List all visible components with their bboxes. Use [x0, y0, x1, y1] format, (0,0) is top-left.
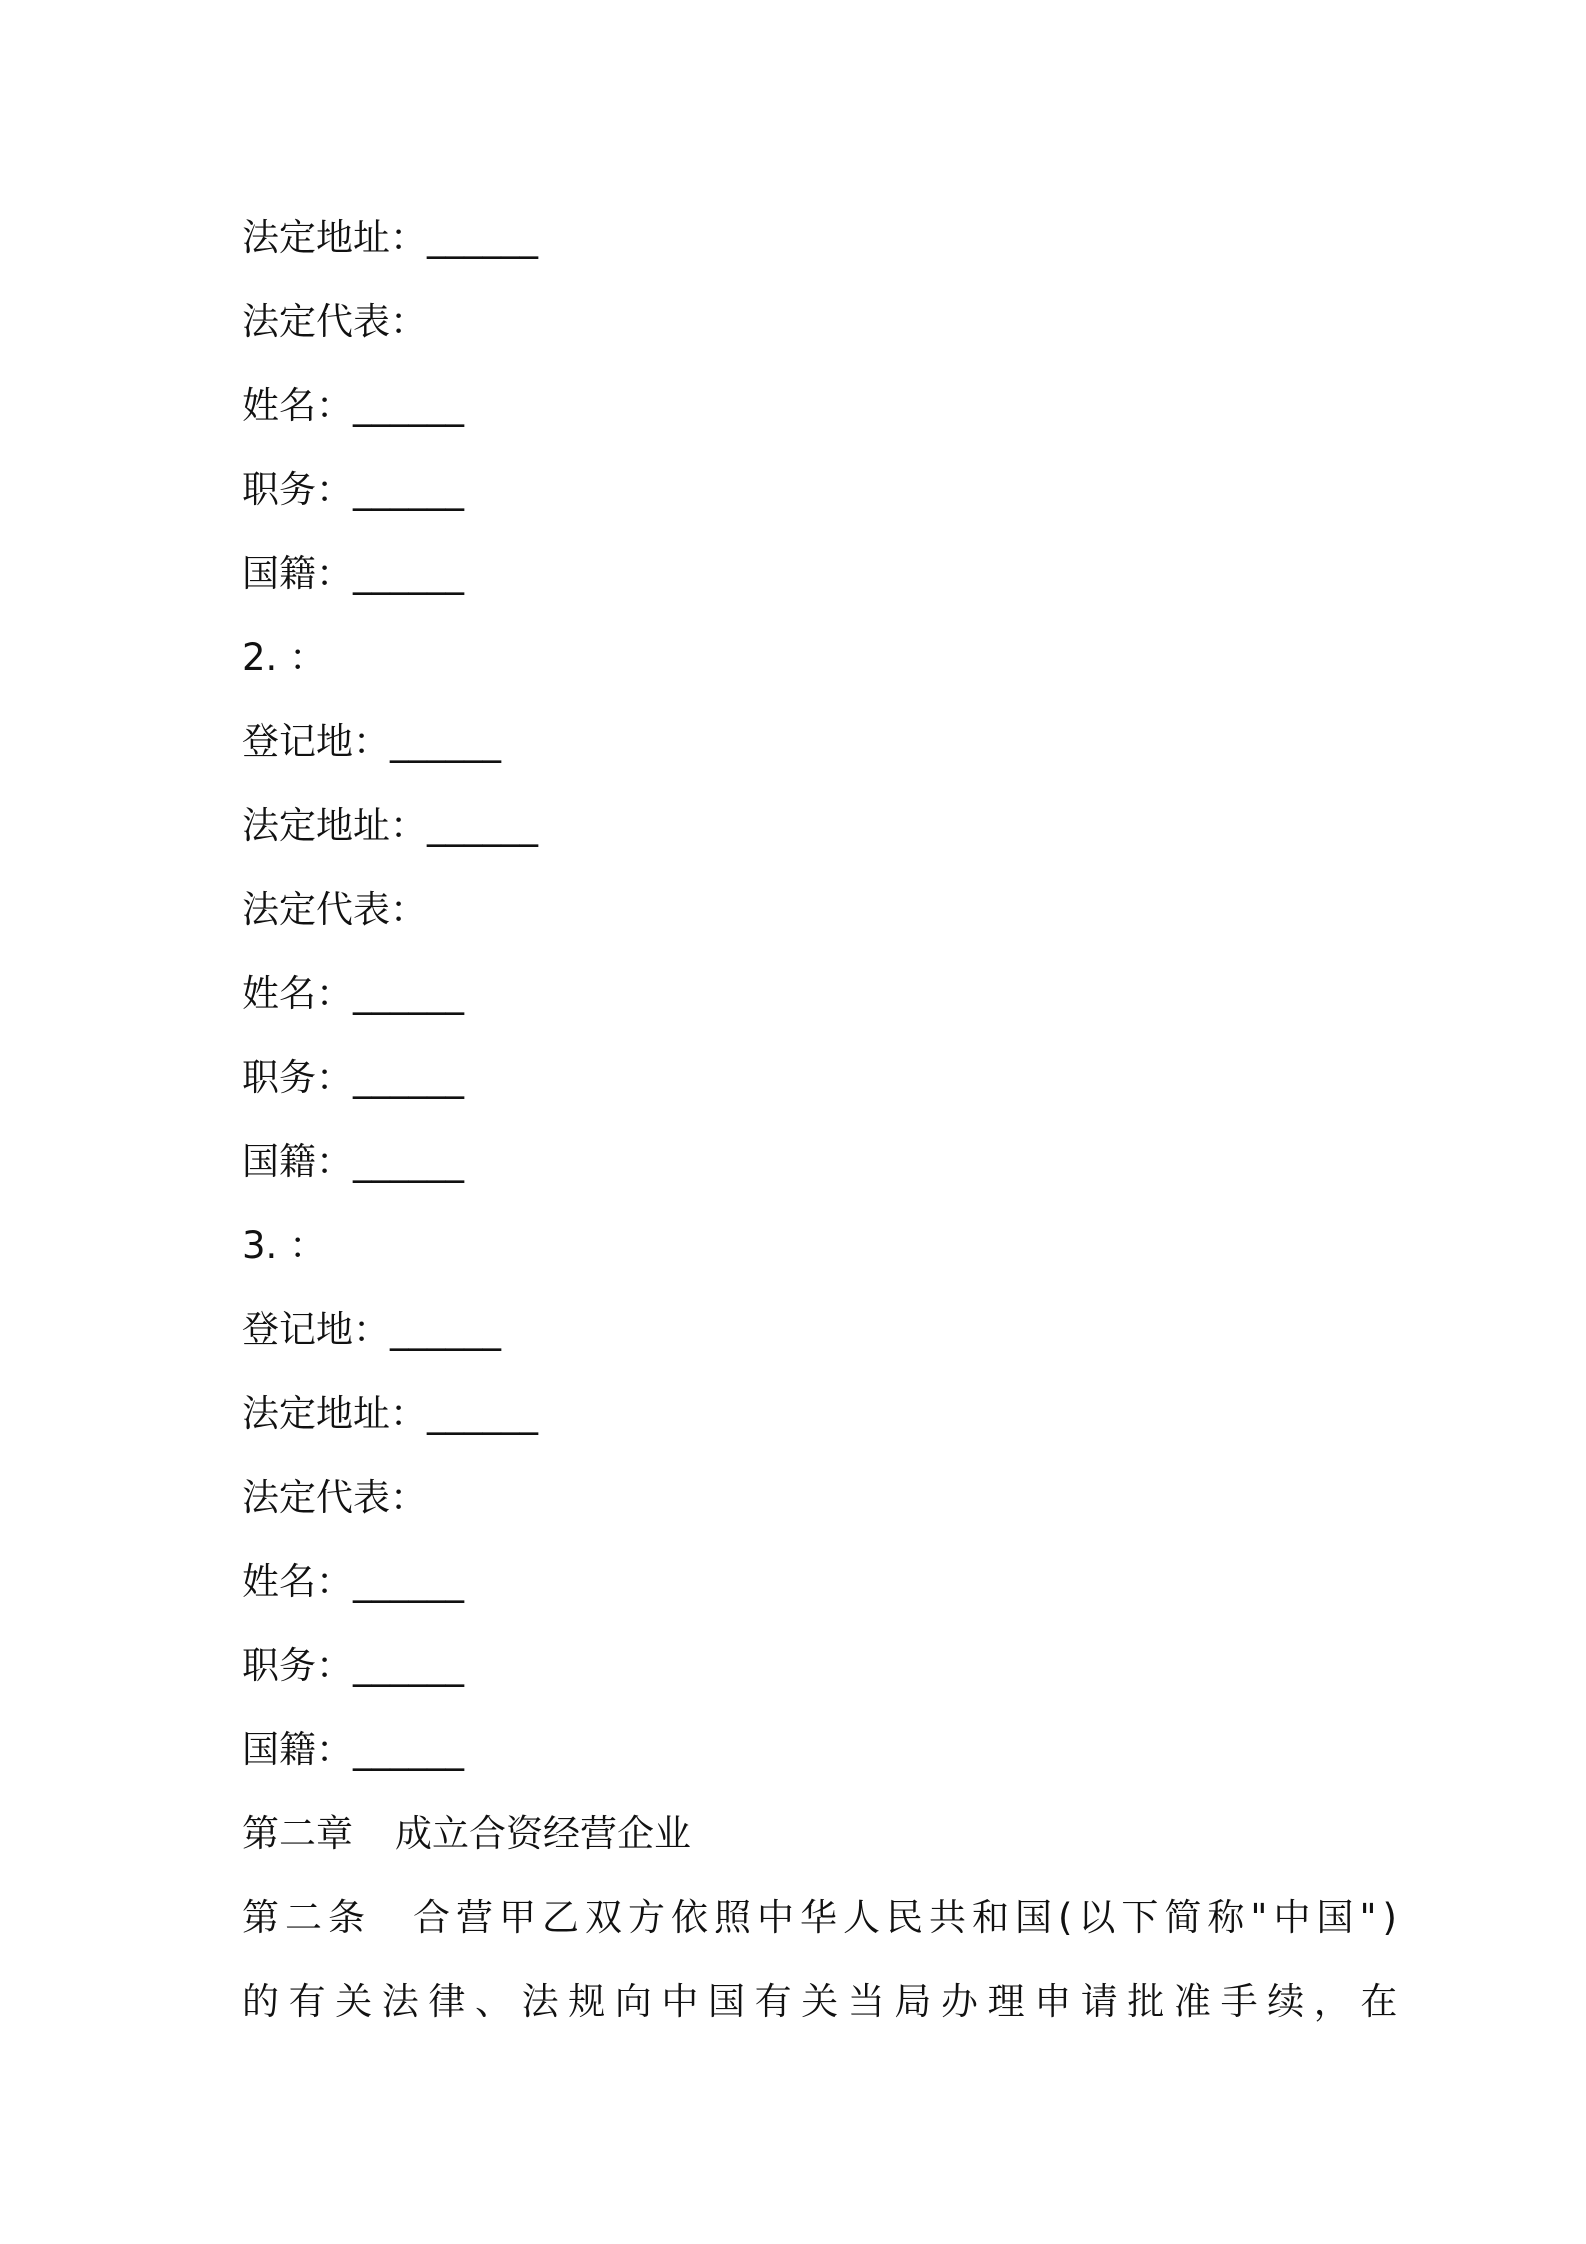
- field-name-1: 姓名：______: [242, 384, 464, 427]
- field-legal-representative-3: 法定代表：: [242, 1476, 427, 1519]
- field-registration-place-3: 登记地：______: [242, 1308, 501, 1351]
- field-nationality-3: 国籍：______: [242, 1728, 464, 1771]
- field-legal-address-1: 法定地址：______: [242, 216, 538, 259]
- field-nationality-2: 国籍：______: [242, 1140, 464, 1183]
- field-nationality-1: 国籍：______: [242, 552, 464, 595]
- party-2-heading: 2. ：: [242, 636, 327, 679]
- field-position-1: 职务：______: [242, 468, 464, 511]
- chapter-heading: [242, 1792, 1362, 1876]
- article-paragraph-line-1: [242, 1876, 1403, 1960]
- field-legal-representative-1: 法定代表：: [242, 300, 427, 343]
- article-text-line-1: 合营甲乙双方依照中华人民共和国(以下简称"中国"): [413, 1896, 1403, 1939]
- article-paragraph-line-2: [242, 1960, 1407, 2044]
- document-body: [242, 196, 1407, 2044]
- field-position-2: 职务：______: [242, 1056, 464, 1099]
- field-legal-address-2: 法定地址：______: [242, 804, 538, 847]
- field-name-2: 姓名：______: [242, 972, 464, 1015]
- field-legal-representative-2: 法定代表：: [242, 888, 427, 931]
- article-number: 第二条: [242, 1896, 371, 1939]
- field-legal-address-3: 法定地址：______: [242, 1392, 538, 1435]
- party-3-heading: 3. ：: [242, 1224, 327, 1267]
- field-registration-place-2: 登记地：______: [242, 720, 501, 763]
- chapter-title: 成立合资经营企业: [395, 1812, 691, 1855]
- article-text-line-2: 的有关法律、法规向中国有关当局办理申请批准手续，在: [242, 1980, 1407, 2023]
- chapter-number: 第二章: [242, 1812, 353, 1855]
- field-name-3: 姓名：______: [242, 1560, 464, 1603]
- field-position-3: 职务：______: [242, 1644, 464, 1687]
